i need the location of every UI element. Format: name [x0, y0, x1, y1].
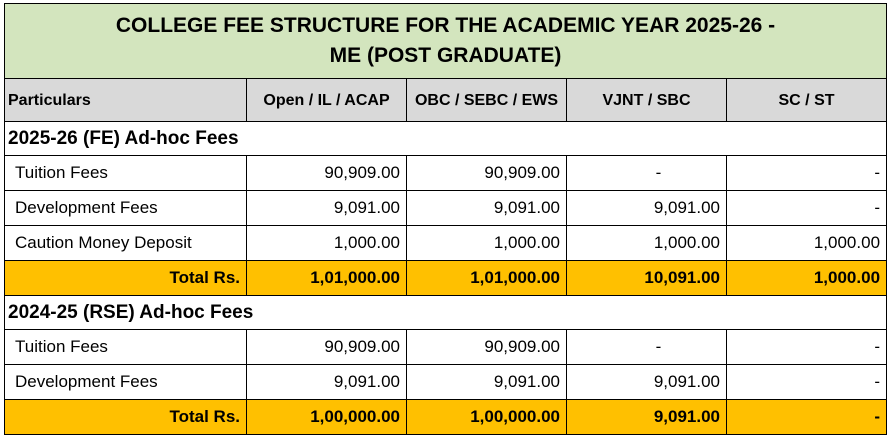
total-row	[5, 261, 887, 296]
table-row	[5, 330, 887, 365]
row-label: Caution Money Deposit	[5, 226, 247, 261]
total-vjnt: 9,091.00	[567, 400, 727, 435]
table-title	[5, 4, 887, 79]
cell-obc: 1,000.00	[407, 226, 567, 261]
row-label: Tuition Fees	[5, 330, 247, 365]
row-label: Development Fees	[5, 365, 247, 400]
column-header-obc: OBC / SEBC / EWS	[407, 79, 567, 122]
total-open: 1,00,000.00	[247, 400, 407, 435]
table-row	[5, 191, 887, 226]
cell-vjnt: 1,000.00	[567, 226, 727, 261]
cell-obc: 90,909.00	[407, 156, 567, 191]
row-label: Development Fees	[5, 191, 247, 226]
cell-obc: 9,091.00	[407, 191, 567, 226]
total-vjnt: 10,091.00	[567, 261, 727, 296]
fee-table	[4, 3, 887, 435]
column-header-sc: SC / ST	[727, 79, 887, 122]
total-sc: -	[727, 400, 887, 435]
total-label: Total Rs.	[5, 261, 247, 296]
cell-obc: 90,909.00	[407, 330, 567, 365]
cell-vjnt: 9,091.00	[567, 365, 727, 400]
total-sc: 1,000.00	[727, 261, 887, 296]
cell-sc: -	[727, 330, 887, 365]
fee-structure-sheet	[4, 3, 886, 435]
title-line-1: COLLEGE FEE STRUCTURE FOR THE ACADEMIC YEAR 2025-26 -	[115, 14, 776, 37]
section-heading-row	[5, 122, 887, 156]
section-heading-row	[5, 296, 887, 330]
title-row	[5, 4, 887, 79]
section-heading: 2025-26 (FE) Ad-hoc Fees	[5, 122, 887, 156]
total-open: 1,01,000.00	[247, 261, 407, 296]
cell-open: 90,909.00	[247, 156, 407, 191]
title-line-2: ME (POST GRADUATE)	[329, 44, 562, 67]
table-row	[5, 365, 887, 400]
cell-sc: -	[727, 365, 887, 400]
cell-vjnt: 9,091.00	[567, 191, 727, 226]
cell-sc: -	[727, 191, 887, 226]
section-heading: 2024-25 (RSE) Ad-hoc Fees	[5, 296, 887, 330]
cell-sc: -	[727, 156, 887, 191]
cell-sc: 1,000.00	[727, 226, 887, 261]
row-label: Tuition Fees	[5, 156, 247, 191]
cell-open: 9,091.00	[247, 191, 407, 226]
column-header-open: Open / IL / ACAP	[247, 79, 407, 122]
column-header-vjnt: VJNT / SBC	[567, 79, 727, 122]
total-label: Total Rs.	[5, 400, 247, 435]
table-row	[5, 226, 887, 261]
total-row	[5, 400, 887, 435]
cell-open: 90,909.00	[247, 330, 407, 365]
cell-open: 1,000.00	[247, 226, 407, 261]
total-obc: 1,00,000.00	[407, 400, 567, 435]
table-row	[5, 156, 887, 191]
cell-vjnt: -	[567, 330, 727, 365]
cell-vjnt: -	[567, 156, 727, 191]
column-header-particulars: Particulars	[5, 79, 247, 122]
cell-obc: 9,091.00	[407, 365, 567, 400]
column-header-row	[5, 79, 887, 122]
total-obc: 1,01,000.00	[407, 261, 567, 296]
cell-open: 9,091.00	[247, 365, 407, 400]
